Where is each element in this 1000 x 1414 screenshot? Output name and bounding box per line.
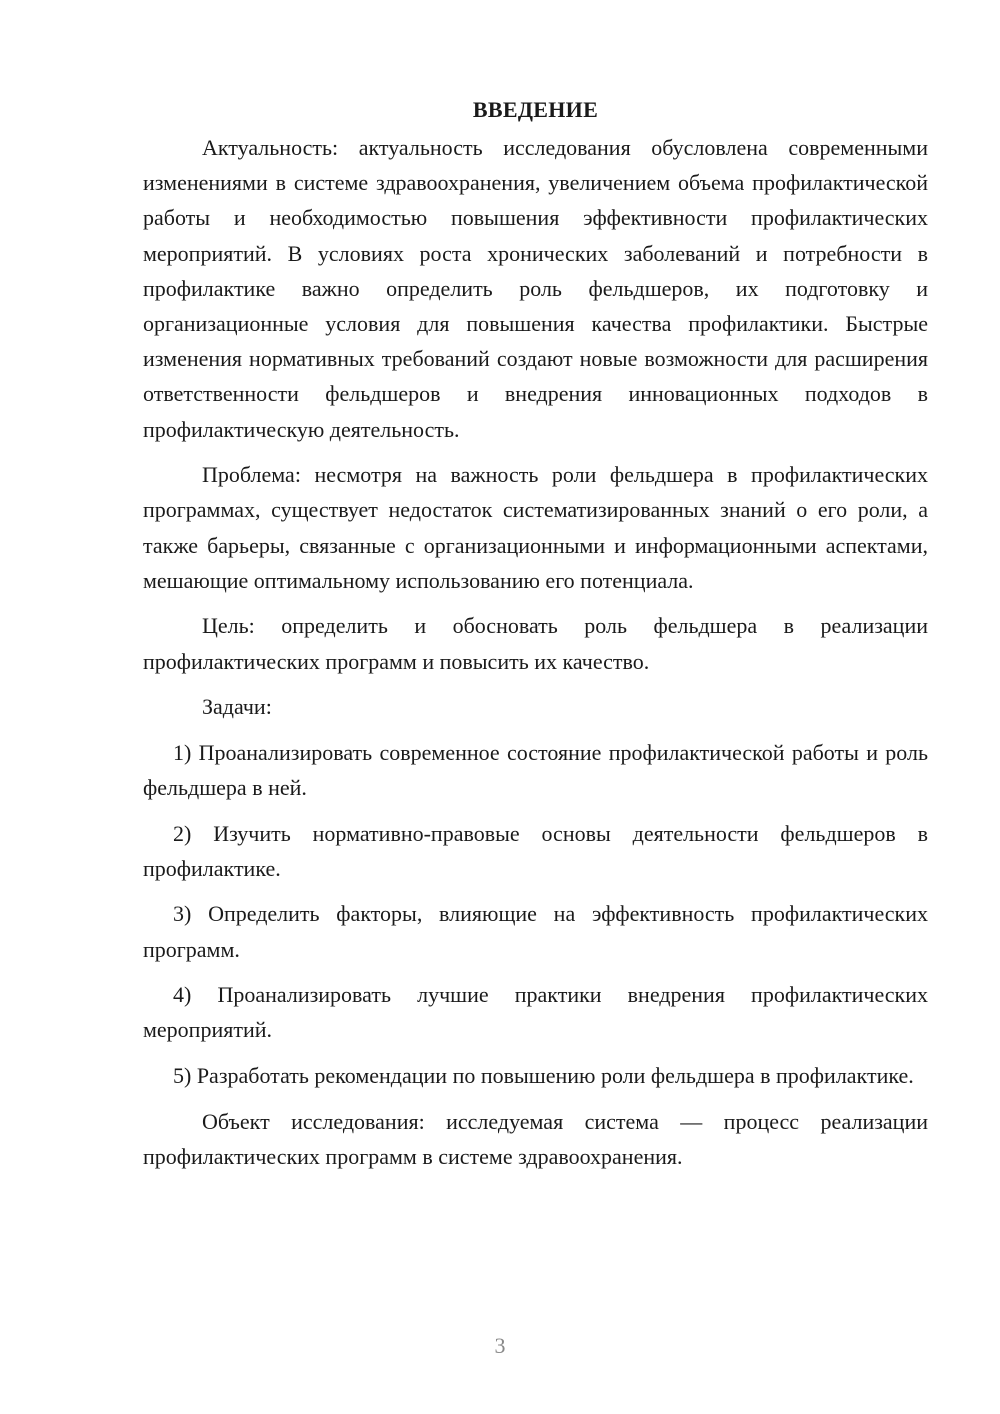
relevance-paragraph: Актуальность: актуальность исследования обусловлена современными изменениями в системе здравоохранения, увеличением объема профилактической работы и необходимостью повышения эффективности профилактических мероприятий. В условиях роста хронических заболеваний и потребности в профилактике важно определить роль фельдшеров, их подготовку и организационные условия для повышения качества профилактики. Быстрые изменения нормативных требований создают новые возможности для расширения ответственности фельдшеров и внедрения инновационных подходов в профилактическую деятельность. xyxy=(143,135,928,442)
problem-paragraph: Проблема: несмотря на важность роли фельдшера в профилактических программах, существует недостаток систематизированных знаний о его роли, а также барьеры, связанные с организационными и информационными аспектами, мешающие оптимальному использованию его потенциала. xyxy=(143,462,928,593)
task-item: 3) Определить факторы, влияющие на эффективность профилактических программ. xyxy=(143,901,928,962)
tasks-label: Задачи: xyxy=(202,694,272,720)
goal-paragraph: Цель: определить и обосновать роль фельдшера в реализации профилактических программ и повысить их качество. xyxy=(143,613,928,674)
task-item: 4) Проанализировать лучшие практики внедрения профилактических мероприятий. xyxy=(143,982,928,1043)
page-number: 3 xyxy=(494,1333,506,1358)
task-item: 5) Разработать рекомендации по повышению роли фельдшера в профилактике. xyxy=(173,1063,914,1088)
document-page xyxy=(143,92,928,1184)
task-item: 1) Проанализировать современное состояние профилактической работы и роль фельдшера в ней. xyxy=(143,739,928,801)
task-item: 2) Изучить нормативно-правовые основы деятельности фельдшеров в профилактике. xyxy=(143,820,928,881)
object-paragraph: Объект исследования: исследуемая система — процесс реализации профилактических программ в системе здравоохранения. xyxy=(143,1108,928,1169)
section-heading: ВВЕДЕНИЕ xyxy=(472,97,599,122)
